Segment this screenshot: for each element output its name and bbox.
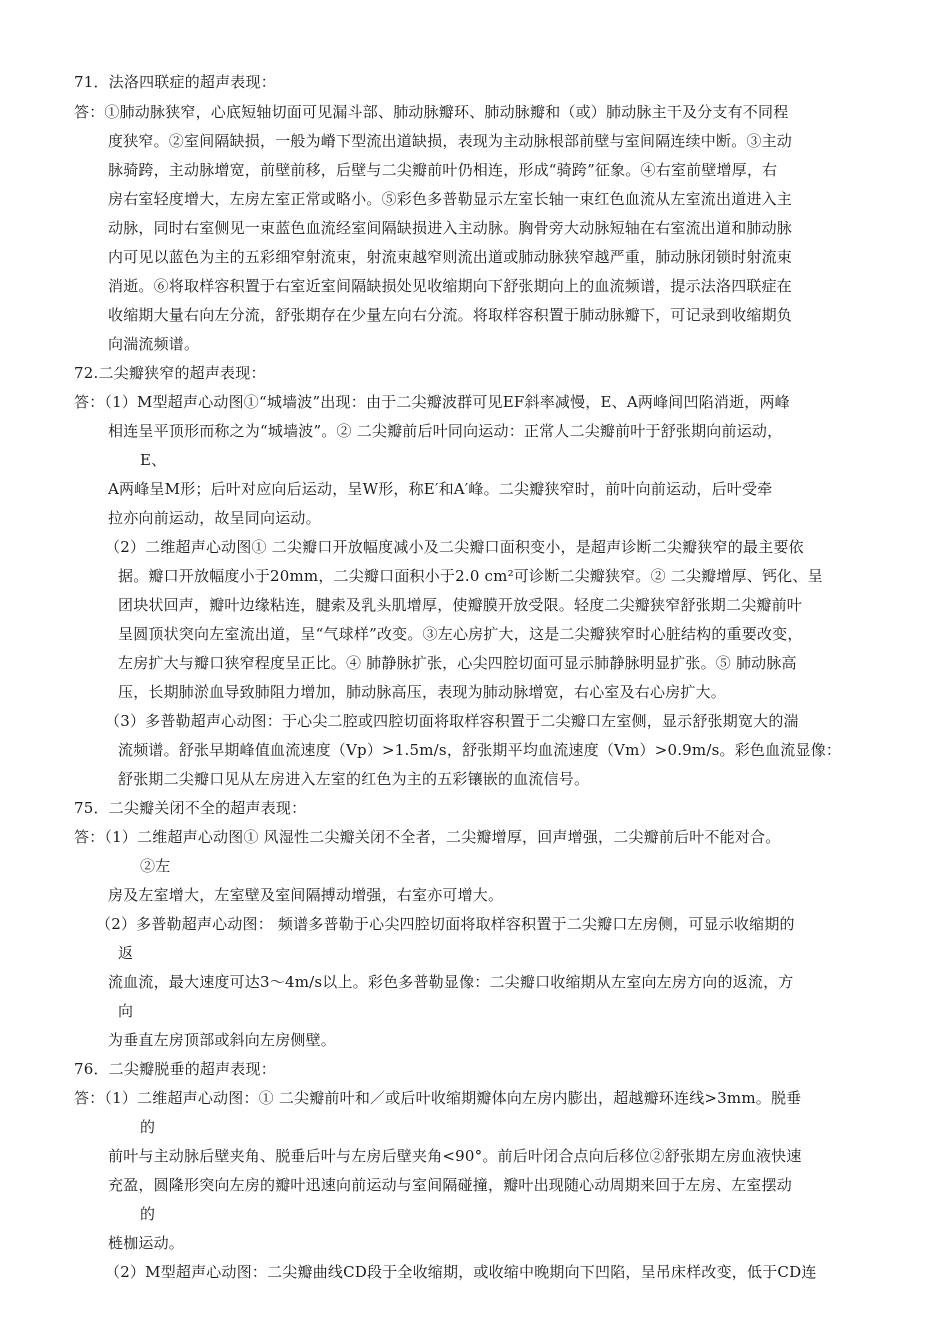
text-line: 舒张期二尖瓣口见从左房进入左室的红色为主的五彩镶嵌的血流信号。 <box>118 770 590 788</box>
text-line: 压，长期肺淤血导致肺阻力增加，肺动脉高压，表现为肺动脉增宽，右心室及右心房扩大。 <box>118 683 727 701</box>
q72-title: 72.二尖瓣狭窄的超声表现： <box>74 364 266 382</box>
text-line: 的 <box>140 1118 156 1136</box>
text-line: 充盈，圆隆形突向左房的瓣叶迅速向前运动与室间隔碰撞，瓣叶出现随心动周期来回于左房、左室摆动 <box>108 1176 793 1194</box>
text-line: 流频谱。舒张早期峰值血流速度（Vp）>1.5m/s，舒张期平均血流速度（Vm）>0.9m/s。彩色血流显像： <box>118 741 842 759</box>
text-line: 前叶与主动脉后壁夹角、脱垂后叶与左房后壁夹角<90°。前后叶闭合点向后移位②舒张期左房血液快速 <box>108 1147 802 1165</box>
text-line: 返 <box>118 944 134 962</box>
text-line: （3）多普勒超声心动图：于心尖二腔或四腔切面将取样容积置于二尖瓣口左室侧，显示舒张期宽大的湍 <box>105 712 799 730</box>
text-line: （2）多普勒超声心动图： 频谱多普勒于心尖四腔切面将取样容积置于二尖瓣口左房侧，可显示收缩期的 <box>96 915 795 933</box>
text-line: 拉亦向前运动，故呈同向运动。 <box>108 509 321 527</box>
text-line: 左房扩大与瓣口狭窄程度呈正比。④ 肺静脉扩张，心尖四腔切面可显示肺静脉明显扩张。⑤ 肺动脉高 <box>118 654 797 672</box>
text-line: 答：（1）二维超声心动图：① 二尖瓣前叶和／或后叶收缩期瓣体向左房内膨出，超越瓣环连线>3mm。脱垂 <box>74 1089 802 1107</box>
text-line: 呈圆顶状突向左室流出道，呈“气球样”改变。③左心房扩大，这是二尖瓣狭窄时心脏结构的重要改变， <box>118 625 803 643</box>
text-line: 答：（1）二维超声心动图① 风湿性二尖瓣关闭不全者，二尖瓣增厚，回声增强，二尖瓣前后叶不能对合。 <box>74 828 781 846</box>
text-line: 的 <box>140 1205 156 1223</box>
text-line: 据。瓣口开放幅度小于20mm，二尖瓣口面积小于2.0 cm²可诊断二尖瓣狭窄。② 二尖瓣增厚、钙化、呈 <box>118 567 823 585</box>
text-line: 房及左室增大，左室壁及室间隔搏动增强，右室亦可增大。 <box>108 886 504 904</box>
text-line: 团块状回声，瓣叶边缘粘连，腱索及乳头肌增厚，使瓣膜开放受限。轻度二尖瓣狭窄舒张期二尖瓣前叶 <box>118 596 803 614</box>
text-line: 收缩期大量右向左分流，舒张期存在少量左向右分流。将取样容积置于肺动脉瓣下，可记录到收缩期负 <box>108 306 793 324</box>
text-line: A两峰呈M形；后叶对应向后运动，呈W形，称E′和A′峰。二尖瓣狭窄时，前叶向前运动，后叶受牵 <box>108 480 773 498</box>
q76-title: 76．二尖瓣脱垂的超声表现： <box>74 1060 276 1078</box>
text-line: E、 <box>140 451 167 469</box>
text-line: 答：（1）M型超声心动图①“城墙波”出现：由于二尖瓣波群可见EF斜率减慢，E、A两峰间凹陷消逝，两峰 <box>74 393 790 411</box>
text-line: 脉骑跨，主动脉增宽，前壁前移，后壁与二尖瓣前叶仍相连，形成“骑跨”征象。④右室前壁增厚，右 <box>108 161 778 179</box>
q71-title: 71．法洛四联症的超声表现： <box>74 73 276 91</box>
text-line: 向 <box>118 1002 134 1020</box>
text-line: 房右室轻度增大，左房左室正常或略小。⑤彩色多普勒显示左室长轴一束红色血流从左室流出道进入主 <box>108 190 793 208</box>
text-line: 相连呈平顶形而称之为“城墙波”。② 二尖瓣前后叶同向运动：正常人二尖瓣前叶于舒张期向前运动， <box>108 422 783 440</box>
text-line: 梿枷运动。 <box>108 1234 185 1252</box>
text-line: 动脉，同时右室侧见一束蓝色血流经室间隔缺损进入主动脉。胸骨旁大动脉短轴在右室流出道和肺动脉 <box>108 219 793 237</box>
text-line: 答：①肺动脉狭窄，心底短轴切面可见漏斗部、肺动脉瓣环、肺动脉瓣和（或）肺动脉主干及分支有不同程 <box>74 103 789 121</box>
q75-title: 75．二尖瓣关闭不全的超声表现： <box>74 799 307 817</box>
text-line: （2）二维超声心动图① 二尖瓣口开放幅度减小及二尖瓣口面积变小，是超声诊断二尖瓣狭窄的最主要依 <box>105 538 804 556</box>
text-line: （2）M型超声心动图：二尖瓣曲线CD段于全收缩期，或收缩中晚期向下凹陷，呈吊床样改变，低于CD连 <box>105 1263 817 1281</box>
text-line: 为垂直左房顶部或斜向左房侧壁。 <box>108 1031 337 1049</box>
text-line: 流血流，最大速度可达3～4m/s以上。彩色多普勒显像：二尖瓣口收缩期从左室向左房方向的返流，方 <box>108 973 794 991</box>
text-line: 消逝。⑥将取样容积置于右室近室间隔缺损处见收缩期向下舒张期向上的血流频谱，提示法洛四联症在 <box>108 277 793 295</box>
text-line: ②左 <box>140 857 171 875</box>
text-line: 向湍流频谱。 <box>108 335 200 353</box>
text-line: 度狭窄。②室间隔缺损，一般为嵴下型流出道缺损，表现为主动脉根部前壁与室间隔连续中断。③主动 <box>108 132 793 150</box>
text-line: 内可见以蓝色为主的五彩细窄射流束，射流束越窄则流出道或肺动脉狭窄越严重，肺动脉闭锁时射流束 <box>108 248 793 266</box>
